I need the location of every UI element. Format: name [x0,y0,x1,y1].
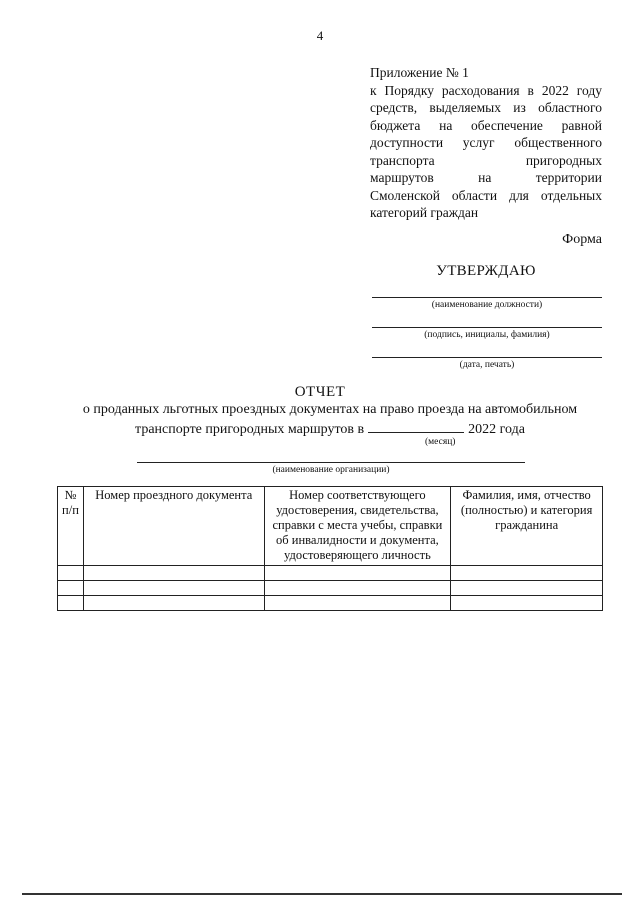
organization-caption: (наименование организации) [272,465,390,475]
organization-line[interactable] [137,462,525,463]
subtitle-text-before: транспорте пригородных маршрутов в [135,422,365,437]
appendix-line: бюджета на обеспечение равной [370,117,602,133]
table-cell[interactable] [451,581,603,596]
appendix-line: категорий граждан [370,205,479,220]
month-caption: (месяц) [425,437,456,447]
table-cell[interactable] [264,581,451,596]
signature-line[interactable] [372,327,602,328]
header-ticket-number: Номер проездного документа [83,487,264,566]
table-cell[interactable] [451,596,603,611]
report-title: ОТЧЕТ [294,384,346,400]
report-subtitle-line1: о проданных льготных проездных документах на право проезда на автомобильном [82,402,578,417]
date-caption: (дата, печать) [459,360,515,370]
report-table [57,486,603,611]
appendix-heading [370,64,602,222]
table-row [58,581,603,596]
table-row [58,566,603,581]
table-cell[interactable] [58,596,84,611]
table-header-row [58,487,603,566]
header-number: № п/п [58,487,84,566]
form-label: Форма [562,232,602,247]
table-cell[interactable] [83,581,264,596]
table-cell[interactable] [264,596,451,611]
signature-caption: (подпись, инициалы, фамилия) [424,330,550,340]
report-subtitle-line2 [0,420,640,438]
table-cell[interactable] [451,566,603,581]
page-number: 4 [316,28,324,43]
approve-title: УТВЕРЖДАЮ [436,263,536,279]
appendix-line: Смоленской области для отдельных [370,187,602,203]
position-caption: (наименование должности) [431,300,543,310]
appendix-line: доступности услуг общественного [370,135,602,150]
table-cell[interactable] [83,596,264,611]
table-row [58,596,603,611]
table-cell[interactable] [83,566,264,581]
appendix-line: к Порядку расходования в 2022 году [370,82,602,98]
appendix-line: Приложение № 1 [370,65,469,80]
header-full-name-category: Фамилия, имя, отчество (полностью) и категория гражданина [451,487,603,566]
position-line[interactable] [372,297,602,298]
date-line[interactable] [372,357,602,358]
month-blank[interactable] [368,420,464,433]
subtitle-text-after: 2022 года [468,422,525,437]
table-cell[interactable] [58,581,84,596]
table-cell[interactable] [264,566,451,581]
appendix-line: средств, выделяемых из областного [370,100,602,115]
appendix-line: маршрутов на территории [370,170,602,185]
table-cell[interactable] [58,566,84,581]
footer-divider [22,893,622,895]
appendix-line: транспорта пригородных [370,152,602,168]
header-certificate-number: Номер соответствующего удостоверения, свидетельства, справки с места учебы, справки об инвалидности и документа, удостоверяющего личность [264,487,451,566]
